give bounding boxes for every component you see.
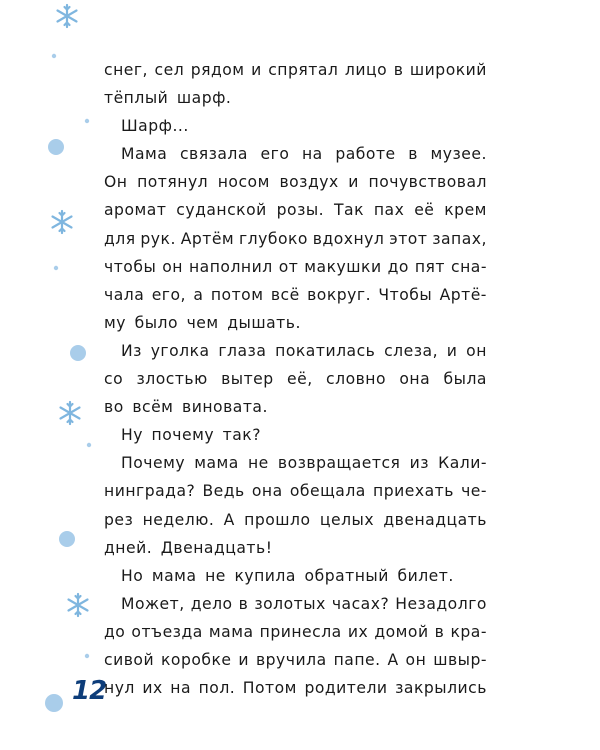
word: в — [238, 594, 249, 613]
word: его, — [151, 285, 186, 304]
word: родители — [304, 679, 388, 698]
word: розы. — [276, 201, 325, 220]
word: вдохнул — [312, 229, 385, 248]
word: покатилась — [275, 341, 376, 360]
word: музее. — [430, 145, 487, 164]
snowflake-icon — [58, 5, 77, 27]
word: вокруг. — [307, 285, 372, 304]
word: Чтобы — [378, 285, 433, 304]
word: их — [347, 622, 369, 641]
word: обратный — [304, 566, 389, 585]
word: двенадцать — [383, 510, 487, 529]
word: она — [251, 482, 283, 501]
word: мама — [208, 622, 254, 641]
text-line — [104, 337, 487, 365]
word: Почему — [121, 454, 186, 473]
word: из — [409, 454, 429, 473]
word: лицо — [344, 61, 388, 79]
body-text — [104, 56, 487, 702]
word: кра- — [450, 622, 487, 641]
word: рядом — [190, 61, 245, 79]
text-line — [104, 84, 487, 112]
word: она — [399, 370, 431, 389]
word: пол. — [198, 679, 236, 698]
word: было — [134, 313, 179, 332]
word: папе. — [333, 650, 381, 669]
word: тёплый — [104, 89, 169, 108]
text-line — [104, 646, 487, 674]
snowflake-icon — [53, 211, 72, 233]
word: коробке — [160, 650, 232, 669]
word: пят — [414, 257, 446, 276]
word: прошло — [244, 510, 311, 529]
word: сивой — [104, 650, 155, 669]
word: спрятал — [268, 61, 339, 79]
word: глубоко — [238, 229, 308, 248]
text-line — [104, 477, 487, 505]
word: их — [142, 679, 163, 698]
text-line — [104, 309, 487, 337]
word: его — [260, 145, 290, 164]
word: не — [247, 454, 269, 473]
text-line — [104, 168, 487, 196]
word: от — [278, 257, 299, 276]
snow-dot — [48, 139, 64, 155]
word: чем — [186, 313, 219, 332]
word: суданской — [176, 201, 267, 220]
word: Потом — [242, 679, 297, 698]
snow-dot — [52, 54, 56, 58]
word: Но — [121, 566, 144, 585]
word: уголка — [150, 341, 210, 360]
snow-dot — [85, 119, 89, 123]
word: крем — [444, 201, 487, 220]
text-line — [104, 225, 487, 253]
word: дней. — [104, 538, 153, 557]
word: дышать. — [227, 313, 301, 332]
text-line — [104, 281, 487, 309]
word: нинграда? — [104, 482, 196, 501]
word: отъезда — [131, 622, 203, 641]
word: Ну — [121, 426, 143, 445]
word: Кали- — [438, 454, 487, 473]
text-line — [104, 365, 487, 393]
word: всё — [270, 285, 300, 304]
word: мама — [194, 454, 239, 473]
word: потянул — [137, 173, 209, 192]
word: воздух — [279, 173, 339, 192]
word: наполнил — [188, 257, 273, 276]
word: и — [348, 173, 359, 192]
text-line — [104, 140, 487, 168]
word: широкий — [409, 61, 487, 79]
word: макушки — [304, 257, 382, 276]
text-line — [104, 562, 487, 590]
snow-dot — [85, 654, 89, 658]
word: билет. — [397, 566, 454, 585]
word: А — [223, 510, 235, 529]
word: пах — [373, 201, 405, 220]
word: почувствовал — [368, 173, 487, 192]
word: мама — [151, 566, 197, 585]
word: слеза, — [384, 341, 439, 360]
word: он — [162, 257, 183, 276]
word: до — [104, 622, 126, 641]
word: Незадолго — [395, 594, 487, 613]
word: виновата. — [182, 398, 268, 417]
word: дело — [190, 594, 233, 613]
word: золотых — [254, 594, 326, 613]
word: неделю. — [142, 510, 215, 529]
word: швыр- — [433, 650, 487, 669]
text-line — [104, 196, 487, 224]
snow-decoration — [0, 0, 120, 750]
word: злостью — [136, 370, 208, 389]
text-line — [104, 674, 487, 702]
word: в — [393, 61, 404, 79]
word: носом — [217, 173, 270, 192]
word: целых — [319, 510, 375, 529]
text-line — [104, 618, 487, 646]
word: всём — [132, 398, 174, 417]
word: чала — [104, 285, 145, 304]
word: вытер — [221, 370, 274, 389]
word: в — [434, 622, 445, 641]
word: Так — [334, 201, 364, 220]
word: рез — [104, 510, 134, 529]
word: закрылись — [395, 679, 487, 698]
word: на — [170, 679, 192, 698]
word: аромат — [104, 201, 167, 220]
snow-dot — [54, 266, 58, 270]
word: работе — [335, 145, 396, 164]
word: и — [446, 341, 458, 360]
word: была — [443, 370, 487, 389]
word: не — [205, 566, 226, 585]
word: чтобы — [104, 257, 157, 276]
word: со — [104, 370, 124, 389]
word: снег, — [104, 61, 149, 79]
word: Двенадцать! — [160, 538, 273, 557]
word: почему — [151, 426, 215, 445]
word: до — [387, 257, 409, 276]
word: принесла — [259, 622, 342, 641]
word: Ведь — [202, 482, 245, 501]
text-line — [104, 56, 487, 84]
word: сна- — [451, 257, 487, 276]
word: нул — [104, 679, 135, 698]
word: её, — [287, 370, 313, 389]
word: этот — [389, 229, 428, 248]
word: Может, — [121, 594, 185, 613]
text-line — [104, 421, 487, 449]
word: вручила — [255, 650, 327, 669]
text-line — [104, 590, 487, 618]
word: му — [104, 313, 126, 332]
word: словно — [326, 370, 387, 389]
word: Мама — [121, 145, 168, 164]
word: её — [414, 201, 435, 220]
word: а — [193, 285, 204, 304]
word: А — [387, 650, 399, 669]
word: сел — [154, 61, 185, 79]
word: Из — [121, 341, 142, 360]
word: Артём — [180, 229, 235, 248]
text-line — [104, 534, 487, 562]
word: и — [238, 650, 250, 669]
word: че- — [461, 482, 487, 501]
snow-dot — [87, 443, 91, 447]
word: так? — [222, 426, 262, 445]
word: он — [405, 650, 427, 669]
word: шарф. — [176, 89, 232, 108]
word: запах, — [432, 229, 487, 248]
snow-dot — [59, 531, 75, 547]
word: для — [104, 229, 136, 248]
text-line — [104, 112, 487, 140]
word: Он — [104, 173, 128, 192]
word: в — [408, 145, 418, 164]
snow-dot — [45, 694, 63, 712]
word: обещала — [289, 482, 366, 501]
word: домой — [374, 622, 429, 641]
word: он — [466, 341, 487, 360]
word: приехать — [373, 482, 454, 501]
word: глаза — [218, 341, 267, 360]
word: на — [301, 145, 323, 164]
word: потом — [210, 285, 264, 304]
word: во — [104, 398, 124, 417]
word: рук. — [140, 229, 176, 248]
snow-dot — [70, 345, 86, 361]
text-line — [104, 393, 487, 421]
word: связала — [179, 145, 248, 164]
word: Шарф... — [121, 117, 189, 136]
text-line — [104, 506, 487, 534]
word: и — [251, 61, 262, 79]
word: Артё- — [439, 285, 487, 304]
snowflake-icon — [69, 594, 88, 616]
word: часах? — [331, 594, 390, 613]
snowflake-icon — [61, 402, 80, 424]
page-number: 12 — [72, 676, 107, 706]
word: возвращается — [277, 454, 401, 473]
text-line — [104, 253, 487, 281]
text-line — [104, 449, 487, 477]
word: купила — [234, 566, 296, 585]
